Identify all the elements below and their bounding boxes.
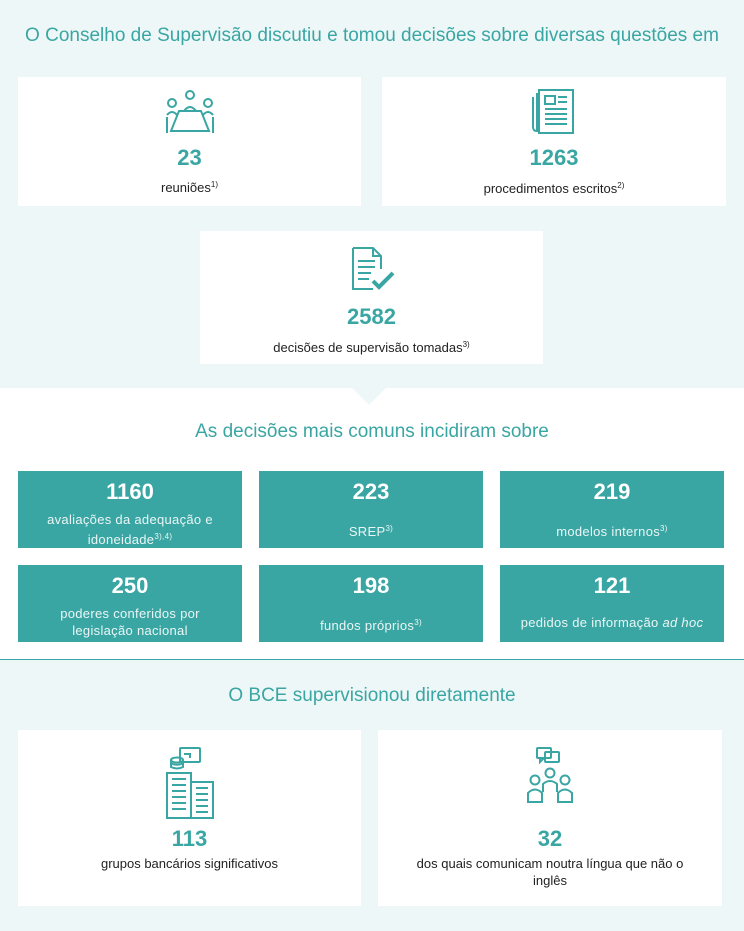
tile-label: pedidos de informação ad hoc [520, 615, 704, 630]
tile-label: modelos internos$^{3)}$ [556, 524, 668, 539]
section1-title: O Conselho de Supervisão discutiu e tomou decisões sobre diversas questões em [25, 25, 719, 46]
meetings-label: reuniões$^{1)}$ [161, 180, 218, 195]
procedures-count: 1263 [529, 145, 579, 170]
decision-checklist-icon [347, 245, 397, 298]
section-pointer [352, 388, 386, 405]
tile-srep [259, 471, 483, 548]
tile-number: 223 [352, 479, 390, 504]
card-non-english-groups [378, 730, 722, 906]
tile-ad-hoc-requests [500, 565, 724, 642]
people-speech-icon [525, 746, 575, 809]
document-icon [529, 87, 579, 142]
section-divider [0, 659, 744, 660]
groups-count: 113 [171, 826, 208, 851]
section2-title: As decisões mais comuns incidiram sobre [195, 421, 549, 442]
meeting-icon [165, 89, 215, 142]
non-english-label: dos quais comunicam noutra língua que não o inglês [416, 856, 684, 888]
card-meetings [18, 77, 361, 206]
tile-number: 1160 [106, 479, 154, 504]
tile-internal-models [500, 471, 724, 548]
tile-label: SREP$^{3)}$ [348, 524, 394, 539]
tile-number: 219 [593, 479, 631, 504]
bank-buildings-icon [164, 746, 216, 825]
card-written-procedures [382, 77, 726, 206]
non-english-count: 32 [537, 826, 563, 851]
tile-number: 121 [593, 573, 631, 598]
meetings-count: 23 [177, 145, 202, 170]
section3-title: O BCE supervisionou diretamente [228, 685, 516, 706]
card-significant-groups [18, 730, 361, 906]
tile-number: 198 [352, 573, 390, 598]
groups-label: grupos bancários significativos [100, 856, 279, 871]
tile-fit-and-proper [18, 471, 242, 548]
tile-label: poderes conferidos por legislação nacional [60, 606, 200, 638]
procedures-label: procedimentos escritos$^{2)}$ [483, 181, 625, 196]
tile-label: fundos próprios$^{3)}$ [320, 618, 422, 633]
decisions-label: decisões de supervisão tomadas$^{3)}$ [273, 340, 470, 355]
decisions-count: 2582 [347, 304, 396, 329]
tile-label: avaliações da adequação e idoneidade$^{3),4)}$ [47, 512, 213, 547]
tile-number: 250 [111, 573, 149, 598]
card-supervisory-decisions [200, 231, 543, 364]
tile-own-funds [259, 565, 483, 642]
tile-national-powers [18, 565, 242, 642]
